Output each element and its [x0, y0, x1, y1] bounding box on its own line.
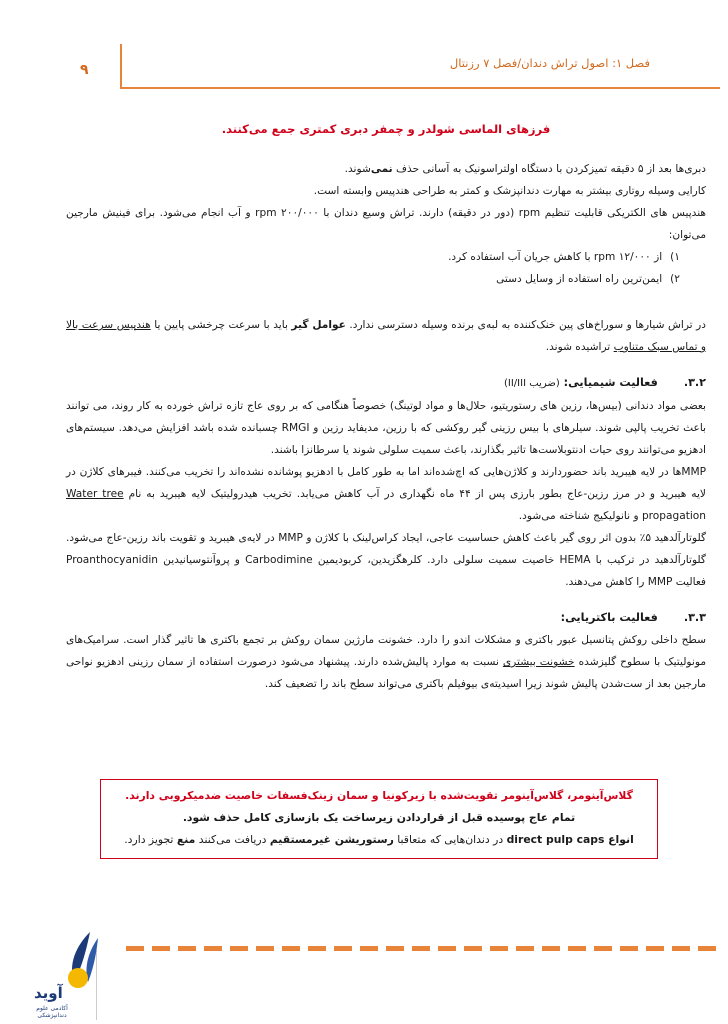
text-run: تجویز دارد.	[124, 833, 177, 846]
chapter-title: فصل ۱: اصول تراش دندان/فصل ۷ رزنتال	[449, 56, 650, 70]
paragraph: بعضی مواد دندانی (بیس‌ها، رزین های رستوریتیو، حلال‌ها و مواد لوتینگ) خصوصاً هنگامی که بر روی عاج تازه تراش خورده به کار روند، می توانند باعث تخریب پالپی شوند. سیلرهای با بیس رزینی گیر روکشی که با رزین، مدیفاید رزین و RMGI چسبانده شده باشد افزایش می‌دهد. سیستم‌های ادهزیو می‌توانند روی حیات ادنتوبلاست‌ها تاثیر بگذارند، باعث سمیت سلولی شوند یا سرطانزا باشند.	[66, 400, 706, 456]
bold-text: عوامل گیر	[291, 319, 346, 331]
footer-dash	[438, 946, 456, 951]
footer-dash	[256, 946, 274, 951]
highlight-box	[100, 779, 658, 859]
footer-dash	[282, 946, 300, 951]
red-highlight-heading: فرزهای الماسی شولدر و چمفر دبری کمتری جمع می‌کنند.	[221, 122, 551, 136]
box-line-red: گلاس‌آینومر، گلاس‌آینومر تقویت‌شده با زیرکونیا و سمان زینک‌فسفات خاصیت ضدمیکروبی دارند.	[125, 789, 633, 802]
section-number: ۳.۳.	[683, 611, 706, 624]
spacer	[66, 358, 706, 372]
bold-text: رستوریشن غیرمستقیم	[269, 833, 394, 846]
footer-dash	[698, 946, 716, 951]
text-run: شوند.	[344, 163, 371, 175]
section-title: فعالیت باکتریایی:	[560, 611, 658, 624]
header-divider-horizontal	[120, 87, 720, 89]
spacer	[66, 593, 706, 607]
section-heading-bacterial	[66, 607, 706, 629]
footer-dash	[672, 946, 690, 951]
footer-dash	[308, 946, 326, 951]
footer-dash	[542, 946, 560, 951]
text-run: تراشیده شوند.	[545, 341, 614, 353]
bold-text: منع	[176, 833, 196, 846]
main-content	[66, 118, 706, 695]
bold-text: نمی‌	[370, 163, 393, 175]
logo-wordmark: آوید	[34, 984, 63, 1002]
footer-dash	[386, 946, 404, 951]
footer-dash	[152, 946, 170, 951]
text-run: دبری‌ها بعد از ۵ دقیقه تمیزکردن با دستگاه اولتراسونیک به آسانی حذف	[392, 163, 706, 175]
text-run: نسبت به موارد پالیش‌شده دارند. پیشنهاد می‌شود درصورت استفاده از سمان رزینی ادهزیو نواحی مارجین بعد از ست‌شدن پالیش شوند زیرا اسیدیته‌ی بیوفیلم باکتری می‌تواند سطح باند را تضعیف کند.	[66, 656, 706, 690]
paragraph: کارایی وسیله روتاری بیشتر به مهارت دندانپزشک و کمتر به طراحی هندپیس وابسته است.	[313, 185, 706, 197]
footer-dash	[230, 946, 248, 951]
footer-dash	[334, 946, 352, 951]
section-number: ۳.۲.	[683, 376, 706, 389]
footer-dashes	[126, 946, 726, 958]
list-number: ۲)	[670, 273, 680, 285]
numbered-list	[66, 246, 706, 290]
footer-dash	[594, 946, 612, 951]
footer-dash	[360, 946, 378, 951]
underlined-text: Water tree	[66, 488, 124, 500]
box-line-bold: تمام عاج پوسیده قبل از قراردادن زیرساخت یک بازسازی کامل حذف شود.	[182, 811, 576, 824]
footer-dash	[620, 946, 638, 951]
page-number: ۹	[80, 62, 89, 78]
paragraph	[66, 158, 706, 180]
section-heading-chemical	[66, 372, 706, 395]
paragraph	[66, 314, 706, 358]
text-run: باید با سرعت چرخشی پایین یا	[150, 319, 292, 331]
header-divider-vertical	[120, 44, 122, 88]
list-number: ۱)	[670, 251, 680, 263]
logo-tagline: آکادمی علوم دندانپزشکی	[36, 1005, 68, 1019]
list-item	[66, 246, 680, 268]
text-run: propagation و نانولیکیج شناخته می‌شود.	[518, 510, 706, 522]
paragraph: گلوتارآلدهید ۵٪ بدون اثر روی گیر باعث کاهش حساسیت عاجی، ایجاد کراس‌لینک با کلاژن و MMP در لایه‌ی هیبرید و تقویت باند رزین-عاج می‌شود. گلوتارآلدهید در ترکیب با HEMA خاصیت سمیت سلولی دارد. کلرهگزیدین، کربودیمین Carbodimine و پروآنتوسیانیدین Proanthocyanidin فعالیت MMP را کاهش می‌دهند.	[66, 532, 706, 588]
footer-dash	[412, 946, 430, 951]
bold-text: direct pulp caps	[506, 833, 605, 846]
section-subtitle: (ضریب II/III)	[504, 378, 560, 389]
bold-text: انواع	[604, 833, 634, 846]
list-text: ایمن‌ترین راه استفاده از وسایل دستی	[496, 273, 663, 285]
footer-dash	[490, 946, 508, 951]
text-run: در دندان‌هایی که متعاقبا	[393, 833, 507, 846]
footer-dash	[178, 946, 196, 951]
text-run: سطح داخلی روکش پتانسیل عبور باکتری و مشکلات اندو را دارد. خشونت مارژین سمان روکش بر تجمع باکتری ها تاثیر گذار است. سرامیک‌های مونولیتیک با سطوح گلیزشده	[66, 634, 706, 668]
footer-dash	[516, 946, 534, 951]
paragraph	[66, 461, 706, 527]
page-header	[0, 0, 728, 100]
footer-dash	[646, 946, 664, 951]
footer-dash	[204, 946, 222, 951]
text-run: MMPها در لایه هیبرید باند حضوردارند و کلاژن‌هایی که اچ‌شده‌اند اما به طور کامل با ادهزیو پوشانده نشده‌اند را تخریب می‌کنند. فیبرهای کلاژن در لایه هیبرید و در مرز رزین-عاج بطور بارزی پس از ۴۴ ماه نگهداری در آب کاهش می‌یابد. تخریب هیدرولیتیک لایه هیبرید به نام	[66, 466, 706, 500]
list-text: از rpm ۱۲/۰۰۰ با کاهش جریان آب استفاده کرد.	[448, 251, 663, 263]
footer-dash	[126, 946, 144, 951]
section-title: فعالیت شیمیایی:	[563, 376, 658, 389]
text-run: دریافت می‌کنند	[195, 833, 270, 846]
paragraph	[66, 629, 706, 695]
footer-dash	[568, 946, 586, 951]
paragraph: هندپیس های الکتریکی قابلیت تنظیم rpm (دور در دقیقه) دارند. تراش وسیع دندان با rpm ۲۰۰/۰۰۰ و آب انجام می‌شود. برای فینیش مارجین می‌توان:	[66, 207, 707, 241]
spacer	[66, 290, 706, 314]
underlined-text: خشونت بیشتری	[502, 656, 575, 668]
footer-dash	[464, 946, 482, 951]
underlined-text: هندپیس سرعت بالا و تماس سبک متناوب	[66, 319, 706, 353]
list-item	[66, 268, 680, 290]
text-run: در تراش شیارها و سوراخ‌های پین خنک‌کننده به لبه‌ی برنده وسیله دسترسی ندارد.	[345, 319, 706, 331]
box-line	[101, 829, 657, 851]
